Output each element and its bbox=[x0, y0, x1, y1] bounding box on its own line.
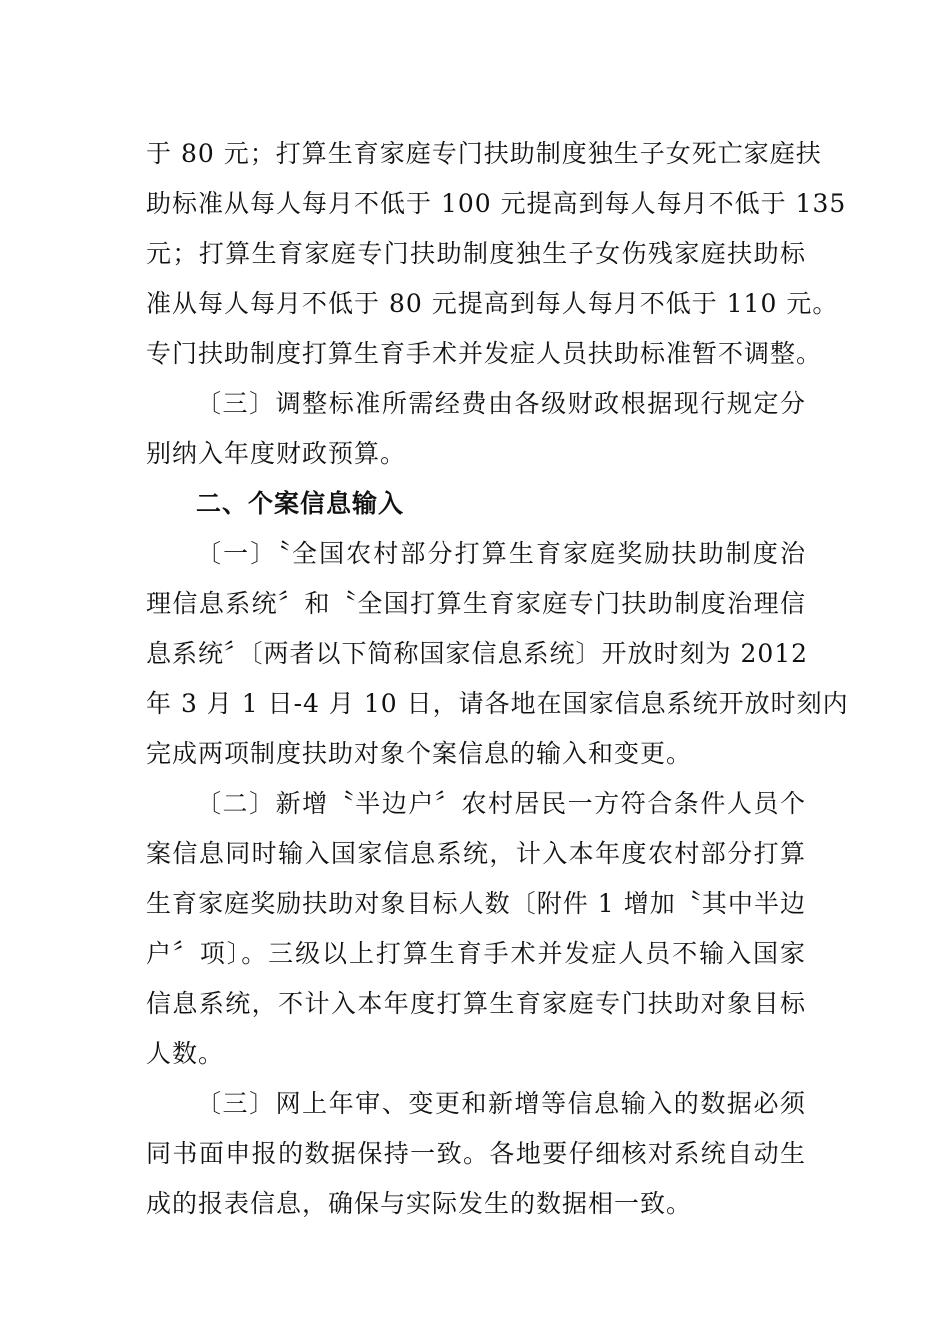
text-line: 年 3 月 1 日-4 月 10 日，请各地在国家信息系统开放时刻内 bbox=[146, 689, 849, 718]
text-line: 〔一〕〝全国农村部分打算生育家庭奖励扶助制度治 bbox=[196, 539, 806, 568]
text-line: 同书面申报的数据保持一致。各地要仔细核对系统自动生 bbox=[146, 1139, 806, 1168]
text-line: 成的报表信息，确保与实际发生的数据相一致。 bbox=[146, 1189, 693, 1218]
text-line: 专门扶助制度打算生育手术并发症人员扶助标准暂不调整。 bbox=[146, 339, 823, 368]
text-line: 于 80 元；打算生育家庭专门扶助制度独生子女死亡家庭扶 bbox=[146, 139, 822, 168]
text-line: 人数。 bbox=[146, 1039, 225, 1068]
text-line: 元；打算生育家庭专门扶助制度独生子女伤残家庭扶助标 bbox=[146, 239, 806, 268]
text-line: 助标准从每人每月不低于 100 元提高到每人每月不低于 135 bbox=[146, 189, 847, 218]
text-line: 信息系统，不计入本年度打算生育家庭专门扶助对象目标 bbox=[146, 989, 806, 1018]
text-line: 准从每人每月不低于 80 元提高到每人每月不低于 110 元。 bbox=[146, 289, 839, 318]
text-line: 〔二〕新增〝半边户〞农村居民一方符合条件人员个 bbox=[196, 789, 806, 818]
text-line: 完成两项制度扶助对象个案信息的输入和变更。 bbox=[146, 739, 693, 768]
text-line: 生育家庭奖励扶助对象目标人数〔附件 1 增加〝其中半边 bbox=[146, 889, 806, 918]
text-line: 〔三〕网上年审、变更和新增等信息输入的数据必须 bbox=[196, 1089, 806, 1118]
text-line: 案信息同时输入国家信息系统，计入本年度农村部分打算 bbox=[146, 839, 806, 868]
section-heading: 二、个案信息输入 bbox=[196, 489, 405, 518]
text-line: 户〞项〕。三级以上打算生育手术并发症人员不输入国家 bbox=[146, 939, 806, 968]
text-line: 〔三〕调整标准所需经费由各级财政根据现行规定分 bbox=[196, 389, 806, 418]
text-line: 息系统〞〔两者以下简称国家信息系统〕开放时刻为 2012 bbox=[146, 639, 809, 668]
text-line: 别纳入年度财政预算。 bbox=[146, 439, 407, 468]
text-line: 理信息系统〞和〝全国打算生育家庭专门扶助制度治理信 bbox=[146, 589, 806, 618]
